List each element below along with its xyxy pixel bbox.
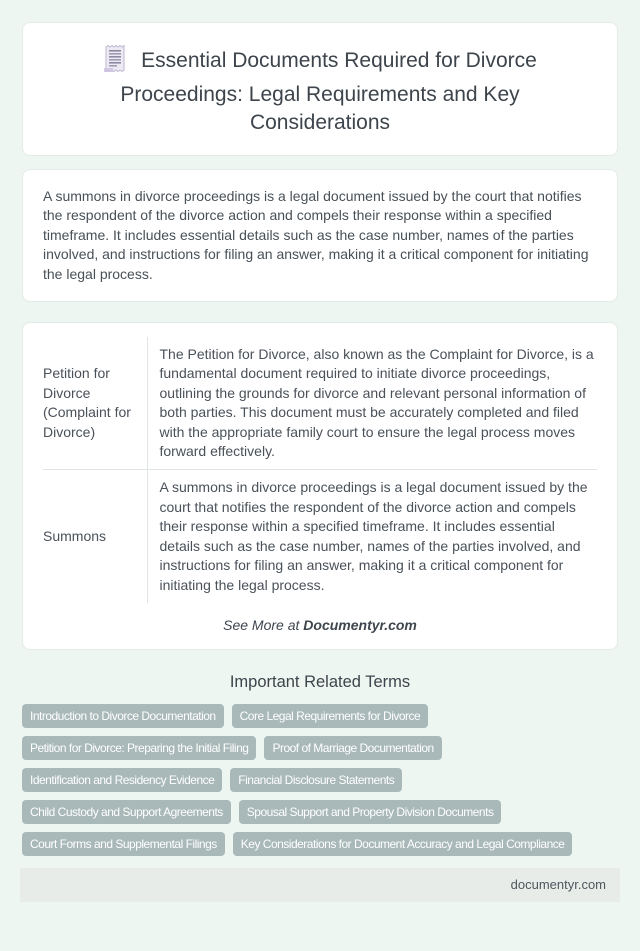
table-row xyxy=(43,470,597,603)
definition-cell: The Petition for Divorce, also known as the Complaint for Divorce, is a fundamental document required to initiate divorce proceedings, outlining the grounds for divorce and relevant personal information of both parties. This document must be accurately completed and filed with the appropriate family court to ensure the legal process moves forward effectively. xyxy=(147,337,597,470)
summary-card xyxy=(22,169,618,302)
receipt-icon xyxy=(103,45,127,81)
see-more-prefix: See More at xyxy=(223,616,304,633)
related-term-chip[interactable]: Introduction to Divorce Documentation xyxy=(22,704,224,728)
footer-link[interactable]: documentyr.com xyxy=(510,877,606,893)
related-term-chip[interactable]: Key Considerations for Document Accuracy and Legal Compliance xyxy=(233,832,573,856)
table-row xyxy=(43,337,597,470)
related-term-chip[interactable]: Core Legal Requirements for Divorce xyxy=(232,704,429,728)
summary-text: A summons in divorce proceedings is a legal document issued by the court that notifies the respondent of the divorce action and compels their response within a specified timeframe. It includes essential details such as the case number, names of the parties involved, and instructions for filing an answer, making it a critical component for initiating the legal process. xyxy=(43,188,589,282)
term-cell: Petition for Divorce (Complaint for Divorce) xyxy=(43,365,131,440)
related-term-chip[interactable]: Court Forms and Supplemental Filings xyxy=(22,832,225,856)
definition-cell: A summons in divorce proceedings is a legal document issued by the court that notifies the respondent of the divorce action and compels their response within a specified timeframe. It includes essential details such as the case number, names of the parties involved, and instructions for filing an answer, making it a critical component for initiating the legal process. xyxy=(147,470,597,603)
related-term-chip[interactable]: Financial Disclosure Statements xyxy=(230,768,402,792)
related-term-chip[interactable]: Spousal Support and Property Division Documents xyxy=(239,800,502,824)
definitions-card xyxy=(22,322,618,650)
page xyxy=(0,22,640,951)
footer-bar xyxy=(20,868,620,902)
related-terms-heading: Important Related Terms xyxy=(229,672,411,691)
related-term-chip[interactable]: Proof of Marriage Documentation xyxy=(264,736,441,760)
related-terms-list xyxy=(22,704,618,856)
related-term-chip[interactable]: Petition for Divorce: Preparing the Initial Filing xyxy=(22,736,256,760)
header-card xyxy=(22,22,618,156)
brand-link[interactable]: Documentyr.com xyxy=(303,616,417,633)
related-term-chip[interactable]: Child Custody and Support Agreements xyxy=(22,800,231,824)
term-cell: Summons xyxy=(43,470,147,603)
page-title xyxy=(53,45,587,137)
see-more-text xyxy=(43,617,597,633)
page-title-text: Essential Documents Required for Divorce Proceedings: Legal Requirements and Key Considerations xyxy=(120,49,537,134)
definitions-table xyxy=(43,337,597,603)
related-term-chip[interactable]: Identification and Residency Evidence xyxy=(22,768,222,792)
